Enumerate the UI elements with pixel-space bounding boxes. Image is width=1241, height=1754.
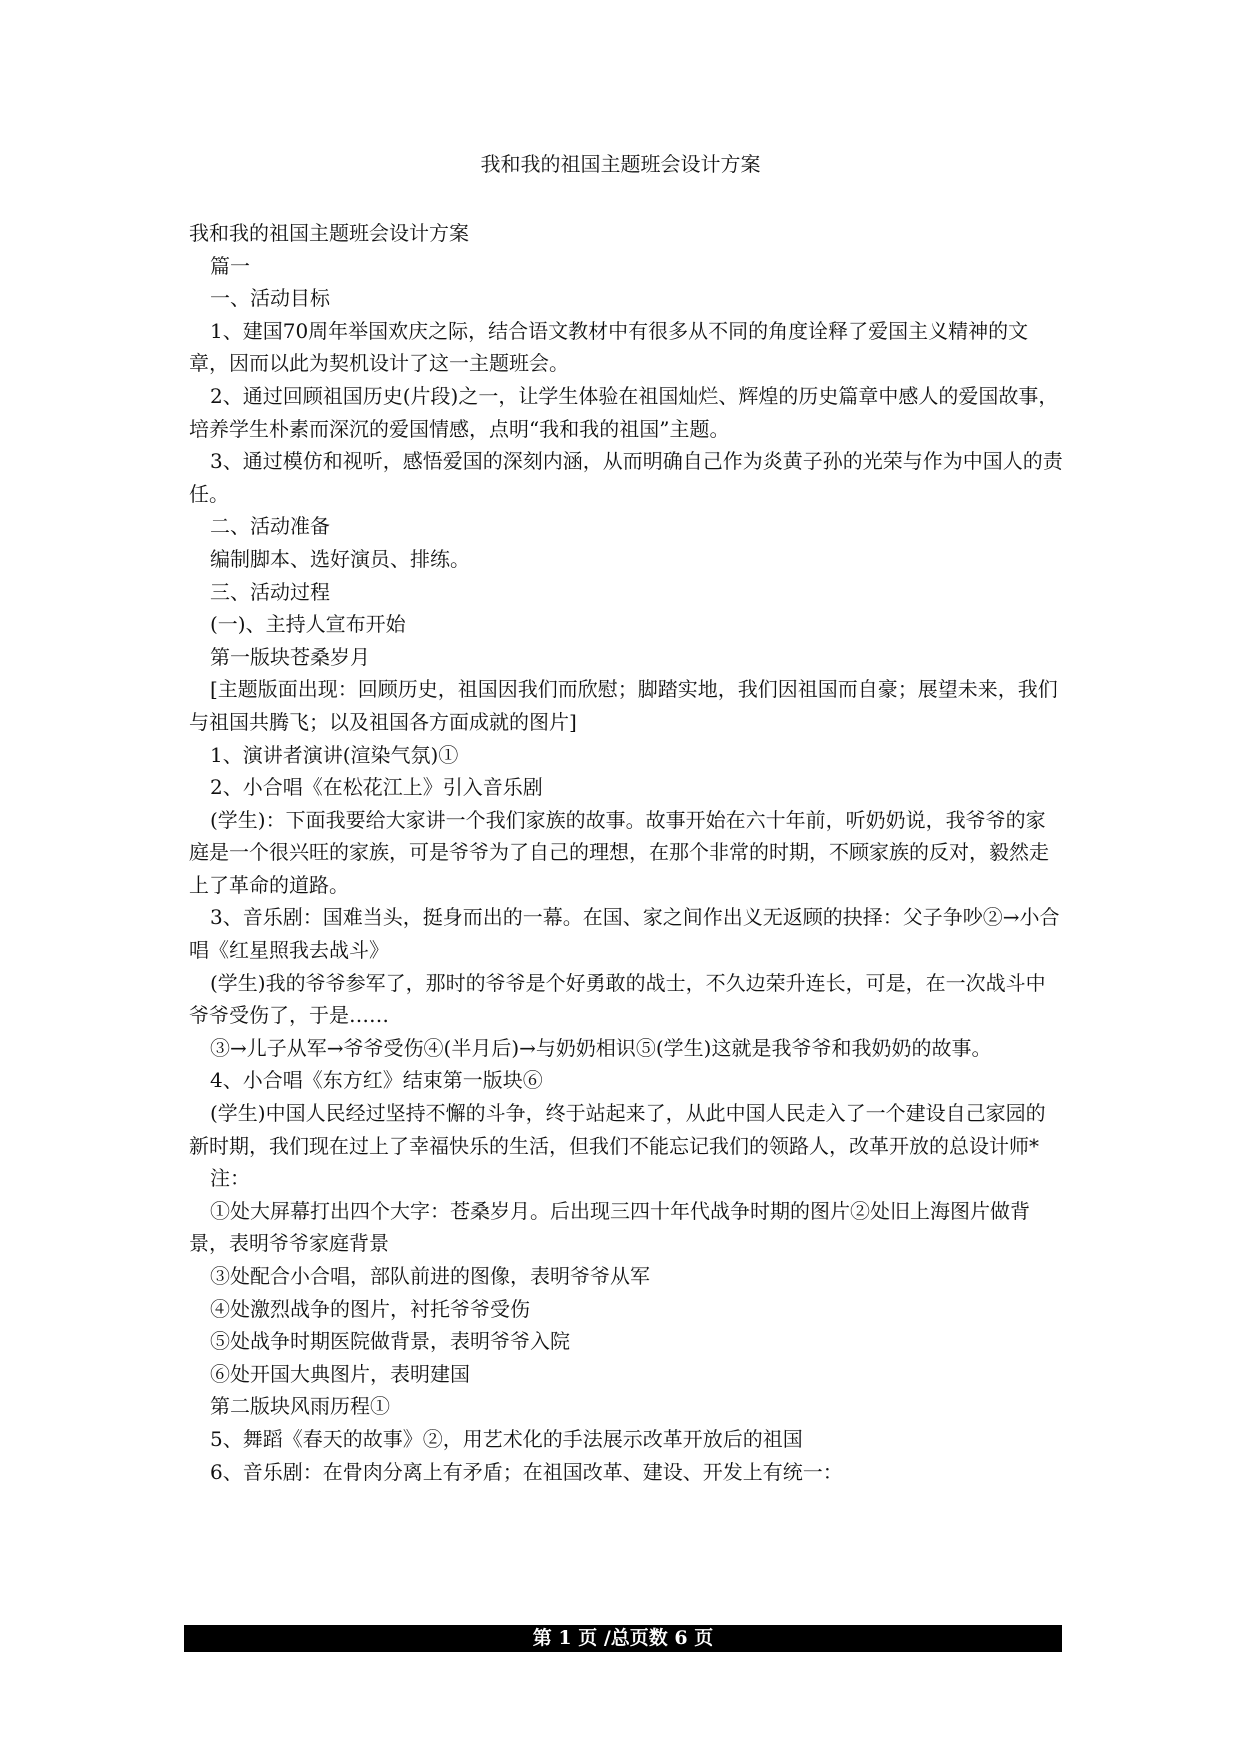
body-paragraph: 第一版块苍桑岁月 [210,644,370,669]
body-paragraph: 3、音乐剧：国难当头，挺身而出的一幕。在国、家之间作出义无返顾的抉择：父子争吵②→小合唱《红星照我去战斗》 [189,905,1060,963]
body-paragraph: 1、建国70周年举国欢庆之际，结合语文教材中有很多从不同的角度诠释了爱国主义精神的文章，因而以此为契机设计了这一主题班会。 [189,318,1029,376]
body-paragraph: 二、活动准备 [210,514,330,539]
body-paragraph: 6、音乐剧：在骨肉分离上有矛盾；在祖国改革、建设、开发上有统一： [210,1459,843,1484]
body-paragraph: 1、演讲者演讲(渲染气氛)① [210,742,459,767]
body-paragraph: (一)、主持人宣布开始 [210,612,406,637]
body-paragraph: 三、活动过程 [210,579,330,604]
body-paragraph: 注： [210,1166,250,1191]
body-paragraph: [主题版面出现：回顾历史，祖国因我们而欣慰；脚踏实地，我们因祖国而自豪；展望未来，我们与祖国共腾飞；以及祖国各方面成就的图片] [189,677,1058,734]
body-paragraph: (学生)：下面我要给大家讲一个我们家族的故事。故事开始在六十年前，听奶奶说，我爷爷的家庭是一个很兴旺的家族，可是爷爷为了自己的理想，在那个非常的时期，不顾家族的反对，毅然走上了革命的道路。 [189,807,1049,897]
body-paragraph: 我和我的祖国主题班会设计方案 [189,221,469,245]
body-paragraph: 篇一 [210,253,250,278]
document-title: 我和我的祖国主题班会设计方案 [480,152,761,176]
body-paragraph: 一、活动目标 [210,286,330,311]
body-paragraph: (学生)我的爷爷参军了，那时的爷爷是个好勇敢的战士，不久边荣升连长，可是，在一次战斗中爷爷受伤了，于是…… [189,970,1046,1028]
body-paragraph: ③→儿子从军→爷爷受伤④(半月后)→与奶奶相识⑤(学生)这就是我爷爷和我奶奶的故事。 [210,1035,992,1060]
body-paragraph: 3、通过模仿和视听，感悟爱国的深刻内涵，从而明确自己作为炎黄子孙的光荣与作为中国人的责任。 [189,449,1063,506]
body-paragraph: 编制脚本、选好演员、排练。 [210,546,470,571]
body-paragraph: 2、通过回顾祖国历史(片段)之一，让学生体验在祖国灿烂、辉煌的历史篇章中感人的爱国故事，培养学生朴素而深沉的爱国情感，点明“我和我的祖国”主题。 [189,383,1059,441]
body-paragraph: 第二版块风雨历程① [210,1394,390,1419]
page-number-label: 第 1 页 /总页数 6 页 [532,1627,714,1649]
body-paragraph: 5、舞蹈《春天的故事》②，用艺术化的手法展示改革开放后的祖国 [210,1426,803,1451]
page-footer [184,1625,1062,1652]
body-paragraph: ⑤处战争时期医院做背景，表明爷爷入院 [210,1329,570,1354]
body-paragraph: 4、小合唱《东方红》结束第一版块⑥ [210,1068,543,1093]
document-body [189,217,1064,1488]
body-paragraph: 2、小合唱《在松花江上》引入音乐剧 [210,775,543,800]
body-paragraph: ⑥处开国大典图片，表明建国 [210,1361,470,1386]
body-paragraph: ①处大屏幕打出四个大字：苍桑岁月。后出现三四十年代战争时期的图片②处旧上海图片做背景，表明爷爷家庭背景 [189,1198,1030,1256]
body-paragraph: ③处配合小合唱，部队前进的图像，表明爷爷从军 [210,1264,650,1288]
body-paragraph: (学生)中国人民经过坚持不懈的斗争，终于站起来了，从此中国人民走入了一个建设自己家园的新时期，我们现在过上了幸福快乐的生活，但我们不能忘记我们的领路人，改革开放的总设计师* [189,1101,1046,1158]
body-paragraph: ④处激烈战争的图片，衬托爷爷受伤 [210,1296,530,1321]
